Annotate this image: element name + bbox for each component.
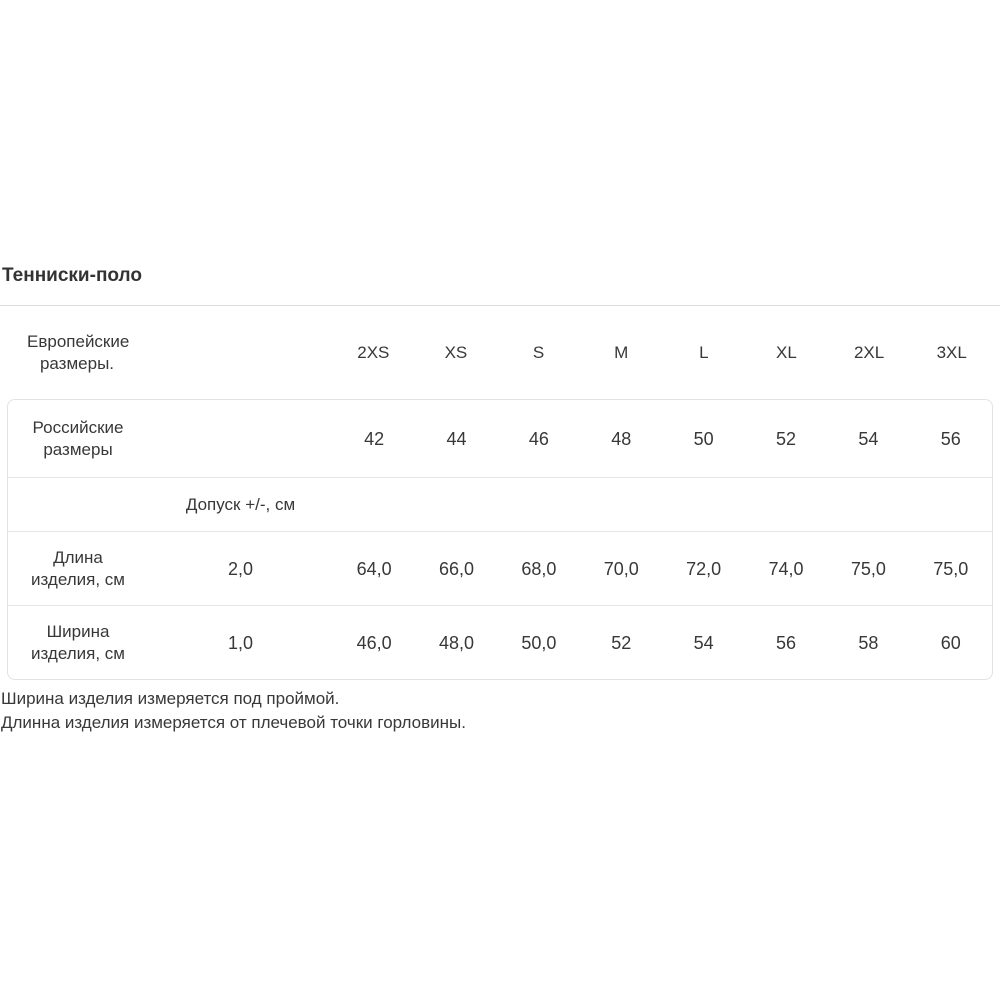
size-col-header-2xs: 2XS [357,342,390,362]
size-col-header-3xl: 3XL [936,342,967,362]
value-cell: 46,0 [356,632,392,653]
size-col-header-m: M [614,342,629,362]
table-row-width [8,605,992,679]
tolerance-cell: 1,0 [227,632,254,653]
size-col-header-2xl: 2XL [853,342,885,362]
row-label: Длина изделия, см [31,547,125,589]
size-table-body [7,399,993,680]
table-row-russian-sizes [8,400,992,477]
value-cell: 50 [693,428,714,449]
value-cell: 48,0 [439,632,475,653]
value-cell: 68,0 [521,558,557,579]
value-cell: 52 [611,632,632,653]
size-table [7,306,993,680]
value-cell: 44 [446,428,467,449]
size-col-header-xl: XL [776,342,797,362]
size-col-header-s: S [532,342,545,362]
value-cell: 58 [858,632,879,653]
tolerance-cell: 2,0 [227,558,254,579]
value-cell: 56 [940,428,961,449]
value-cell: 74,0 [768,558,804,579]
row-label: Российские размеры [32,417,124,459]
value-cell: 56 [776,632,797,653]
value-cell: 54 [858,428,879,449]
value-cell: 42 [364,428,385,449]
value-cell: 70,0 [603,558,639,579]
value-cell: 48 [611,428,632,449]
col-header-european-sizes: Европейские размеры. [27,331,130,373]
value-cell: 54 [693,632,714,653]
note-line-width: Ширина изделия измеряется под проймой. [1,689,340,708]
value-cell: 66,0 [439,558,475,579]
table-row-length [8,531,992,605]
value-cell: 75,0 [933,558,969,579]
page-title: Тенниски-поло [2,265,142,286]
measurement-notes [1,687,1000,735]
value-cell: 52 [776,428,797,449]
value-cell: 75,0 [850,558,886,579]
tolerance-cell: Допуск +/-, см [185,494,296,514]
note-line-length: Длинна изделия измеряется от плечевой точки горловины. [1,713,466,732]
header-row [7,306,993,399]
value-cell: 50,0 [521,632,557,653]
row-label: Ширина изделия, см [31,621,125,663]
value-cell: 72,0 [686,558,722,579]
size-col-header-l: L [699,342,709,362]
table-row-tolerance [8,477,992,531]
value-cell: 60 [940,632,961,653]
value-cell: 64,0 [356,558,392,579]
value-cell: 46 [528,428,549,449]
size-col-header-xs: XS [444,342,468,362]
